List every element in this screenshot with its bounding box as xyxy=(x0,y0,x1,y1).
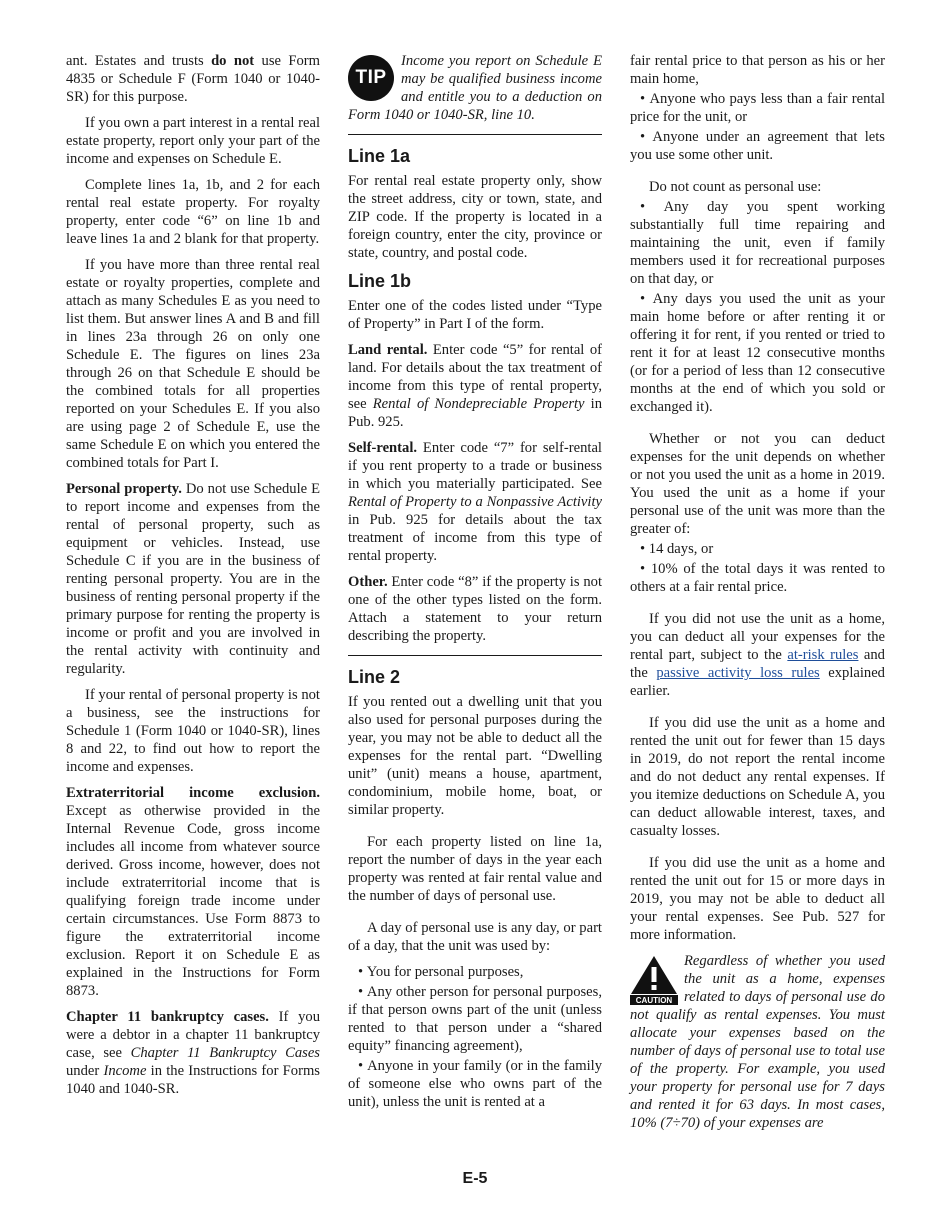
heading-line-2: Line 2 xyxy=(348,667,401,687)
paragraph-do-not-count: Do not count as personal use: xyxy=(649,179,822,195)
paragraph-chapter-11: Chapter 11 bankruptcy cases. If you were a debtor in a chapter 11 bankruptcy case, see Chapter 11 Bankruptcy Cases under Income in the Instructions for Forms 1040 and 1040-SR. xyxy=(66,1009,320,1097)
caution-text: Regardless of whether you used the unit as a home, expenses related to days of personal use do not qualify as rental expenses. You must allocate your expenses based on the number of days of personal use to total use of the property. For example, you used your property for personal use for 7 days and rented it for 63 days. In most cases, 10% (7÷70) of your expenses are xyxy=(630,953,885,1131)
heading-line-1a: Line 1a xyxy=(348,146,411,166)
caution-icon xyxy=(630,955,678,1005)
page-number: E-5 xyxy=(462,1170,488,1187)
paragraph-extraterritorial: Extraterritorial income exclusion. Except as otherwise provided in the Internal Revenue Code, gross income includes all income from whatever source derived. Gross income, however, does not include extraterritorial income that is qualifying foreign trade income under certain circumstances. Use Form 8873 to figure the extraterritorial income exclusion. Report it on Schedule E as explained in the Instructions for Form 8873. xyxy=(66,785,320,999)
paragraph-estates-trusts: ant. Estates and trusts do not use Form 4835 or Schedule F (Form 1040 or 1040-SR) for this purpose. xyxy=(66,53,320,105)
caution-note xyxy=(630,952,885,1132)
passive-activity-loss-rules-link[interactable]: passive activity loss rules xyxy=(656,665,820,681)
section-divider xyxy=(348,134,602,135)
column-middle xyxy=(348,52,602,1113)
paragraph-land-rental: Land rental. Enter code “5” for rental of land. For details about the tax treatment of income from this type of rental property, see Rental of Nondepreciable Property in Pub. 925. xyxy=(348,342,602,430)
paragraph-fewer-than-15: If you did use the unit as a home and rented the unit out for fewer than 15 days in 2019, do not report the rental income and do not deduct any rental expenses. If you itemize deductions on Schedule A, you can deduct allowable interest, taxes, and casualty losses. xyxy=(630,715,885,839)
paragraph-complete-lines: Complete lines 1a, 1b, and 2 for each rental real estate property. For royalty property, enter code “6” on line 1b and leave lines 1a and 2 blank for that property. xyxy=(66,177,320,247)
paragraph-personal-use-day: A day of personal use is any day, or part of a day, that the unit was used by: xyxy=(348,920,602,954)
bullet-item: • Any other person for personal purposes, if that person owns part of the unit (unless rented to that person under a “shared equity” financing agreement), xyxy=(348,983,602,1055)
tip-text: Income you report on Schedule E may be qualified business income and entitle you to a deduction on Form 1040 or 1040-SR, line 10. xyxy=(348,53,602,123)
heading-line-1b: Line 1b xyxy=(348,271,412,291)
bullet-item: • Anyone in your family (or in the family of someone else who owns part of the unit), unless the unit is rented at a xyxy=(348,1057,602,1111)
paragraph-whether-deduct: Whether or not you can deduct expenses for the unit depends on whether or not you used the unit as a home in 2019. You used the unit as a home if your personal use of the unit was more than the greater of: xyxy=(630,431,885,537)
bullet-item: • Any day you spent working substantially full time repairing and maintaining the unit, even if family members used it for recreational purposes on that day, or xyxy=(630,198,885,288)
bullet-item: • Anyone who pays less than a fair rental price for the unit, or xyxy=(630,90,885,126)
paragraph-part-interest: If you own a part interest in a rental real estate property, report only your part of the income and expenses on Schedule E. xyxy=(66,115,320,167)
paragraph-more-than-three: If you have more than three rental real estate or royalty properties, complete and attach as many Schedules E as you need to list them. But answer lines A and B and fill in lines 23a through 26 on only one Schedule E. The figures on lines 23a through 26 on that Schedule E should be the combined totals for all properties reported on your Schedules E. If you also are using page 2 of Schedule E, use the same Schedule E on which you entered the combined totals for Part I. xyxy=(66,257,320,471)
bullet-item: • 10% of the total days it was rented to others at a fair rental price. xyxy=(630,560,885,596)
caution-label: CAUTION xyxy=(635,996,673,1005)
paragraph-15-or-more: If you did use the unit as a home and rented the unit out for 15 or more days in 2019, you may not be able to deduct all your rental expenses. See Pub. 527 for more information. xyxy=(630,855,885,943)
paragraph-not-use-home: If you did not use the unit as a home, you can deduct all your expenses for the rental part, subject to the at-risk rules and the passive activity loss rules explained earlier. xyxy=(630,611,885,699)
paragraph-continued: fair rental price to that person as his or her main home, xyxy=(630,53,885,87)
paragraph-line-1b: Enter one of the codes listed under “Type of Property” in Part I of the form. xyxy=(348,298,602,332)
paragraph-not-business: If your rental of personal property is not a business, see the instructions for Schedule 1 (Form 1040 or 1040-SR), lines 8 and 22, to find out how to report the income and expenses. xyxy=(66,687,320,775)
paragraph-line-1a: For rental real estate property only, show the street address, city or town, state, and ZIP code. If the property is located in a foreign country, enter the city, province or state, country, and postal code. xyxy=(348,173,602,261)
tip-icon: TIP xyxy=(348,55,394,101)
bullet-item: • You for personal purposes, xyxy=(348,963,602,981)
bullet-item: • Any days you used the unit as your main home before or after renting it or offering it for rent, if you rented or tried to rent it for at least 12 consecutive months (or for a period of less than 12 consecutive months at the end of which you sold or exchanged it). xyxy=(630,290,885,416)
paragraph-dwelling-unit: If you rented out a dwelling unit that you also used for personal purposes during the year, you may not be able to deduct all the expenses for the rental part. “Dwelling unit” (unit) means a house, apartment, condominium, mobile home, boat, or similar property. xyxy=(348,694,602,818)
tip-note xyxy=(348,52,602,124)
paragraph-personal-property: Personal property. Do not use Schedule E to report income and expenses from the rental of personal property, such as equipment or vehicles. Instead, use Schedule C if you are in the business of renting personal property. You are in the business of renting personal property if the primary purpose for renting the property is income or profit and you are involved in the rental activity with continuity and regularity. xyxy=(66,481,320,677)
paragraph-self-rental: Self-rental. Enter code “7” for self-rental if you rent property to a trade or business in which you materially participated. See Rental of Property to a Nonpassive Activity in Pub. 925 for details about the tax treatment of income from this type of rental property. xyxy=(348,440,602,564)
column-right xyxy=(630,52,885,1140)
paragraph-each-property: For each property listed on line 1a, report the number of days in the year each property was rented at fair rental value and the number of days of personal use. xyxy=(348,834,602,904)
paragraph-other: Other. Enter code “8” if the property is not one of the other types listed on the form. Attach a statement to your return describing the property. xyxy=(348,574,602,644)
bullet-item: • 14 days, or xyxy=(630,540,885,558)
at-risk-rules-link[interactable]: at-risk rules xyxy=(787,647,859,663)
column-left xyxy=(66,52,320,1106)
bullet-item: • Anyone under an agreement that lets you use some other unit. xyxy=(630,128,885,164)
section-divider xyxy=(348,655,602,656)
